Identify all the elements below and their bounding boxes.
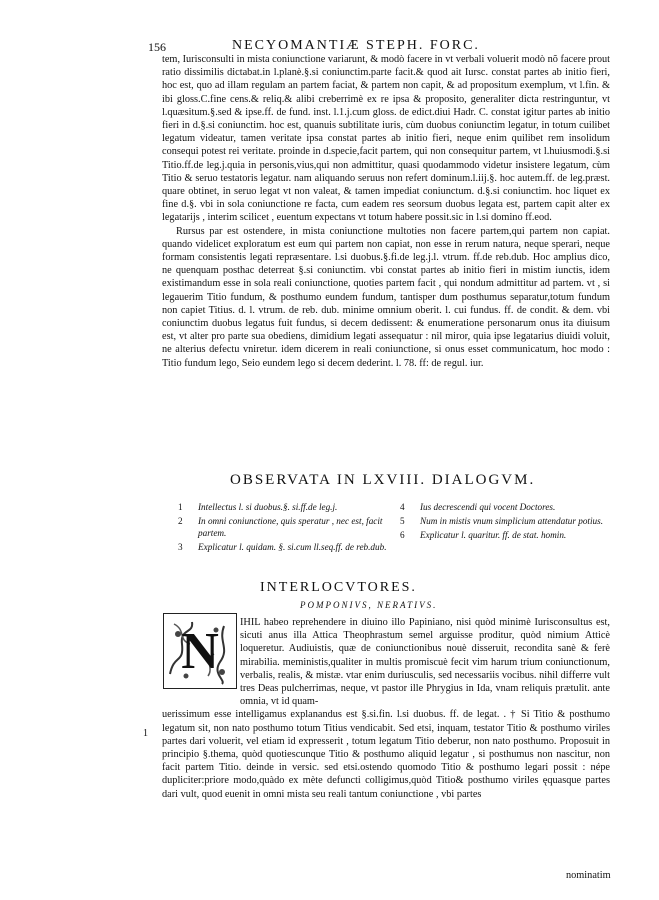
- page-number: 156: [148, 40, 166, 54]
- observata-column-right: [400, 501, 618, 543]
- observata-column-left: [178, 501, 396, 555]
- observata-item: [178, 515, 396, 539]
- observata-item-number: 5: [400, 516, 405, 526]
- observata-item-text: Explicatur l. quidam. §. si.cum ll.seq.ff. de reb.dub.: [198, 542, 387, 552]
- body-paragraph-2: Rursus par est ostendere, in mista coniunctione multoties non facere partem,qui partem non capiat. quando videlicet exploratum est eum qui partem non capiat, non esse in rerum natura, neque sperari, neque formam consistentis legati repræsentare. l.si duobus.§.fi.de leg.j.l. vtrum. ff.de reb.dub. Hoc amplius dico, ne quenquam posthac deterreat §.si coniunctim. vbi constat partes ab initio fieri in mistim iunctis, idem existimandum esse in sola reali coniunctione, quoties partem facit , qui nondum admittitur ad partem. vt , si legauerim Titio fundum, & posthumo eundem fundum, tantisper dum posthumus separatur,totum fundum non capiet Titius. d. l. vtrum. de reb. dub. minime omnium oberit. l. cui fundus. ff. de condit. & dem. vbi coniunctim duobus legatus fuit fundus, si decem dedissent: & enumeratione personarum onus ita diuisum est, vt alter pro parte sua obediens, dimidium legati assequatur : nil miror, quia ipse legatarius diuidi voluit, ne alterius defectu vniretur. idem dicerem in reali coniunctione, si onus esset communicatum, hoc modo : Titio fundum lego, Seio eundem lego si decem dederint. l. 78. ff: de regul. iur.: [162, 225, 610, 369]
- ornament-initial-icon: [164, 614, 236, 688]
- observata-item: [178, 501, 396, 513]
- margin-note-number: 1: [143, 728, 148, 739]
- observata-item: [400, 529, 618, 541]
- observata-item-number: 3: [178, 542, 183, 552]
- body-paragraph-1: tem, Iurisconsulti in mista coniunctione variarunt, & modò facere in vt verbali voluerit modò nõ facere prout ratio dissimilis dictabat.in l.planè.§.si coniunctim.parte facit.& quod ait Iursc. constat partes ab initio fieri, hoc est, quo ad illam regulam an partem faciat, & partem non capit, & ad propositum exemplum, vt l.fin. & ibi gloss.C.fine cens.& reliq.& alibi creberrimè ex re ipsa & proposito, generaliter dicta restringuntur, vt l.quæsitum.§.sed & ipse.ff. de fund. inst. l.1.j.cum gloss. de edict.diui Hadr. C. constat igitur partes ab initio fieri in d.§.si coniunctim. hoc est, quanuis subtilitate iuris, cùm duobus coniunctim legatur, in totum cuilibet legatum videatur, tamen veritate ipsa constat partes ab initio fieri, neque enim quilibet rem insolidum consequi potest rei veritate. proinde in d.specie,facit partem, qui non consequitur partem, vt l.huiusmodi.§.si Titio.ff.de leg.j.quia in personis,vius,qui non admittitur, quasi quodammodo videtur insistere legatum, cùm Titio & seruo testatoris legatur. nam aliquando seruus non refert dominum.l.iij.§. hoc autem.ff. de leg.præst. quare obtinet, in seruo legat vt non valeat, & tamen impediat coniunctum. d.§.si coniunctim. hoc liquet ex fine d.§. vbi in sola coniunctione re facta, cum eadem res seorsum duobus legata est, partem capit alter ex legatarijs , interim scilicet , euentum expectans vt totum habere possit.sic in l.si domino ff.eod.: [162, 54, 610, 224]
- observata-item-text: Intellectus l. si duobus.§. si.ff.de leg.j.: [198, 502, 338, 512]
- observata-item-number: 2: [178, 516, 183, 526]
- dialog-opening: IHIL habeo reprehendere in diuino illo Papiniano, nisi quòd minimè Iurisconsultus est, sicuti anus illa Attica Theophrastum semel arguisse proditur, quòd nimium Atticè loqueretur. Audiuistis, quæ de coniunctionibus nouè disseruit, recondita sanè & ferè mirabilia. meministis,qualiter in multis promiscuè fecit vim harum trium coniunctionum, verbalis, realis, & mistæ. vtar enim duriusculis, sed necessariis vocibus. nihil differre vult tres Deas pulcherrimas, neque, vt pastor ille Phrygius in Ida, vnam reliquis prætulit. ante omnia, vt id quam-: [240, 617, 610, 708]
- interlocutores-speakers: POMPONIVS, NERATIVS.: [300, 600, 438, 610]
- initial-letter: N: [181, 623, 219, 680]
- decorated-initial-letter: [163, 613, 237, 689]
- observata-item-text: In omni coniunctione, quis speratur , nec est, facit partem.: [198, 516, 383, 538]
- interlocutores-title: INTERLOCVTORES.: [260, 580, 417, 595]
- observata-item-number: 1: [178, 502, 183, 512]
- observata-item-text: Num in mistis vnum simplicium attendatur potius.: [420, 516, 603, 526]
- observata-item: [178, 541, 396, 553]
- observata-item-text: Explicatur l. quaritur. ff. de stat. homin.: [420, 530, 567, 540]
- observata-item: [400, 501, 618, 513]
- running-head: NECYOMANTIÆ STEPH. FORC.: [232, 38, 480, 53]
- dialog-continuation: uerissimum esse intelligamus explanandus est §.si.fin. l.si duobus. ff. de legat. . † Si Titio & posthumo legatum sit, non nato posthumo totum Titius vendicabit. Sed etsi, inquam, testator Titio & posthumo viriles partes dari voluerit, vel etiam id expresserit , totum legatum Titio deberur, non nato posthumo. Proposuit in principio §.thema, quòd quotiescunque Titio & posthumo aliquid legatur , si posthumus non nascitur, non facit partem Titio. deinde in versic. sed etsi.ostendo quomodo Titio & posthumo legari possit : népe dupliciter:priore modo,quàdo ex mète defuncti colligimus,quòd Titio& posthumo viriles ęquasque partes dari vult, quod euenit in omni mista seu reali tantum coniunctione , vbi partes: [162, 709, 610, 800]
- catchword: nominatim: [566, 870, 611, 881]
- observata-item-number: 6: [400, 530, 405, 540]
- body-text: [162, 53, 610, 370]
- observata-item-number: 4: [400, 502, 405, 512]
- observata-title: OBSERVATA IN LXVIII. DIALOGVM.: [230, 472, 536, 488]
- observata-item: [400, 515, 618, 527]
- observata-item-text: Ius decrescendi qui vocent Doctores.: [420, 502, 556, 512]
